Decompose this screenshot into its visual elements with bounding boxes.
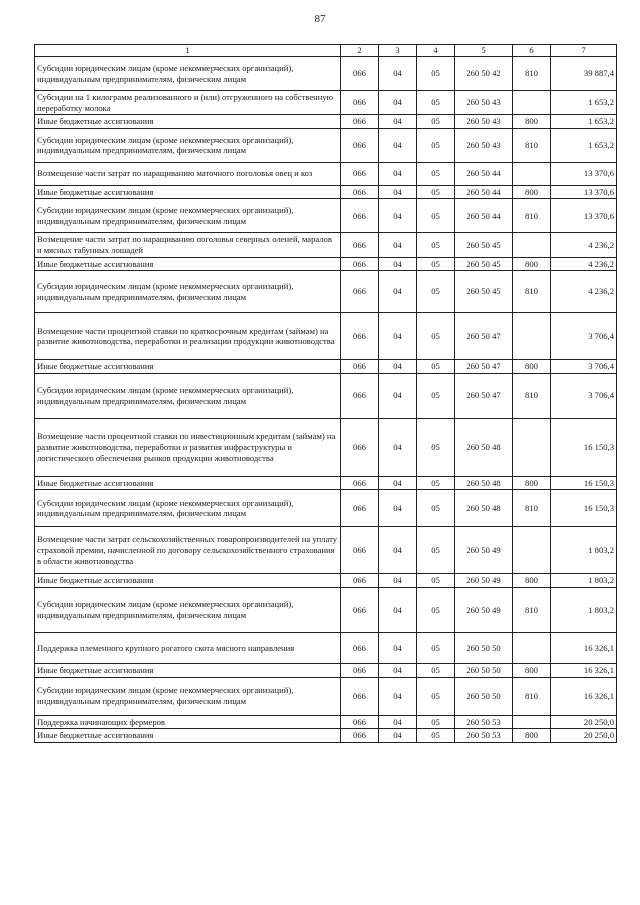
ministry-code: 066 (341, 476, 379, 490)
expense-type-code (513, 91, 551, 115)
expense-type-code (513, 527, 551, 574)
amount-value: 4 236,2 (551, 233, 617, 257)
table-row (35, 490, 617, 527)
table-row (35, 418, 617, 476)
table-row (35, 729, 617, 743)
item-name: Субсидии юридическим лицам (кроме некоммерческих организаций), индивидуальным предпринимателям, физическим лицам (35, 587, 341, 632)
amount-value: 16 150,3 (551, 476, 617, 490)
expense-type-code: 800 (513, 574, 551, 588)
amount-value: 1 803,2 (551, 587, 617, 632)
target-article-code: 260 50 50 (455, 677, 513, 715)
subsection-code: 05 (417, 490, 455, 527)
item-name: Субсидии юридическим лицам (кроме некоммерческих организаций), индивидуальным предпринимателям, физическим лицам (35, 57, 341, 91)
expense-type-code: 800 (513, 115, 551, 129)
amount-value: 4 236,2 (551, 257, 617, 271)
item-name: Возмещение части процентной ставки по краткосрочным кредитам (займам) на развитие животноводства, переработки и реализации продукции животноводства (35, 313, 341, 360)
item-name: Иные бюджетные ассигнования (35, 663, 341, 677)
section-code: 04 (379, 663, 417, 677)
subsection-code: 05 (417, 476, 455, 490)
target-article-code: 260 50 48 (455, 490, 513, 527)
table-row (35, 587, 617, 632)
target-article-code: 260 50 49 (455, 574, 513, 588)
expense-type-code (513, 162, 551, 185)
amount-value: 16 150,3 (551, 418, 617, 476)
subsection-code: 05 (417, 373, 455, 418)
subsection-code: 05 (417, 632, 455, 663)
ministry-code: 066 (341, 663, 379, 677)
target-article-code: 260 50 43 (455, 128, 513, 162)
target-article-code: 260 50 43 (455, 91, 513, 115)
target-article-code: 260 50 47 (455, 360, 513, 374)
table-row (35, 663, 617, 677)
section-code: 04 (379, 418, 417, 476)
amount-value: 16 326,1 (551, 632, 617, 663)
table-row (35, 715, 617, 729)
table-row (35, 574, 617, 588)
expense-type-code (513, 233, 551, 257)
item-name: Возмещение части затрат сельскохозяйственных товаропроизводителей на уплату страховой премии, начисленной по договору сельскохозяйственного страхования в области животноводства (35, 527, 341, 574)
table-row (35, 373, 617, 418)
amount-value: 16 150,3 (551, 490, 617, 527)
table-row (35, 199, 617, 233)
section-code: 04 (379, 199, 417, 233)
table-row (35, 271, 617, 313)
table-row (35, 313, 617, 360)
ministry-code: 066 (341, 257, 379, 271)
table-body (35, 57, 617, 743)
amount-value: 4 236,2 (551, 271, 617, 313)
section-code: 04 (379, 490, 417, 527)
subsection-code: 05 (417, 360, 455, 374)
table-row (35, 527, 617, 574)
subsection-code: 05 (417, 715, 455, 729)
header-col-3: 3 (379, 45, 417, 57)
section-code: 04 (379, 360, 417, 374)
expense-type-code: 800 (513, 257, 551, 271)
amount-value: 1 653,2 (551, 128, 617, 162)
header-col-2: 2 (341, 45, 379, 57)
amount-value: 3 706,4 (551, 313, 617, 360)
table-row (35, 476, 617, 490)
expense-type-code: 810 (513, 490, 551, 527)
expense-type-code: 810 (513, 199, 551, 233)
subsection-code: 05 (417, 313, 455, 360)
section-code: 04 (379, 57, 417, 91)
subsection-code: 05 (417, 587, 455, 632)
section-code: 04 (379, 233, 417, 257)
amount-value: 16 326,1 (551, 677, 617, 715)
page-number: 87 (314, 13, 326, 25)
section-code: 04 (379, 162, 417, 185)
item-name: Возмещение части затрат по наращиванию поголовья северных оленей, маралов и мясных табунных лошадей (35, 233, 341, 257)
table-row (35, 677, 617, 715)
ministry-code: 066 (341, 233, 379, 257)
expense-type-code (513, 715, 551, 729)
section-code: 04 (379, 476, 417, 490)
subsection-code: 05 (417, 574, 455, 588)
ministry-code: 066 (341, 57, 379, 91)
item-name: Иные бюджетные ассигнования (35, 574, 341, 588)
expense-type-code: 800 (513, 360, 551, 374)
section-code: 04 (379, 632, 417, 663)
target-article-code: 260 50 44 (455, 162, 513, 185)
expense-type-code: 800 (513, 476, 551, 490)
expense-type-code: 810 (513, 373, 551, 418)
item-name: Иные бюджетные ассигнования (35, 185, 341, 199)
section-code: 04 (379, 587, 417, 632)
target-article-code: 260 50 47 (455, 313, 513, 360)
subsection-code: 05 (417, 677, 455, 715)
expense-type-code (513, 313, 551, 360)
subsection-code: 05 (417, 418, 455, 476)
subsection-code: 05 (417, 115, 455, 129)
ministry-code: 066 (341, 587, 379, 632)
target-article-code: 260 50 45 (455, 257, 513, 271)
ministry-code: 066 (341, 729, 379, 743)
header-col-4: 4 (417, 45, 455, 57)
subsection-code: 05 (417, 128, 455, 162)
header-col-7: 7 (551, 45, 617, 57)
budget-table (34, 44, 617, 743)
subsection-code: 05 (417, 663, 455, 677)
ministry-code: 066 (341, 373, 379, 418)
ministry-code: 066 (341, 128, 379, 162)
subsection-code: 05 (417, 233, 455, 257)
target-article-code: 260 50 43 (455, 115, 513, 129)
item-name: Субсидии юридическим лицам (кроме некоммерческих организаций), индивидуальным предпринимателям, физическим лицам (35, 677, 341, 715)
amount-value: 3 706,4 (551, 373, 617, 418)
ministry-code: 066 (341, 715, 379, 729)
ministry-code: 066 (341, 360, 379, 374)
section-code: 04 (379, 185, 417, 199)
expense-type-code: 810 (513, 677, 551, 715)
subsection-code: 05 (417, 185, 455, 199)
amount-value: 1 803,2 (551, 574, 617, 588)
item-name: Возмещение части процентной ставки по инвестиционным кредитам (займам) на развитие животноводства, переработки и развития инфраструктуры и логистического обеспечения рынков продукции животноводства (35, 418, 341, 476)
section-code: 04 (379, 271, 417, 313)
expense-type-code: 800 (513, 185, 551, 199)
amount-value: 3 706,4 (551, 360, 617, 374)
expense-type-code (513, 418, 551, 476)
item-name: Субсидии юридическим лицам (кроме некоммерческих организаций), индивидуальным предпринимателям, физическим лицам (35, 373, 341, 418)
subsection-code: 05 (417, 162, 455, 185)
table-row (35, 632, 617, 663)
item-name: Субсидии юридическим лицам (кроме некоммерческих организаций), индивидуальным предпринимателям, физическим лицам (35, 199, 341, 233)
subsection-code: 05 (417, 271, 455, 313)
item-name: Субсидии юридическим лицам (кроме некоммерческих организаций), индивидуальным предпринимателям, физическим лицам (35, 271, 341, 313)
expense-type-code: 800 (513, 729, 551, 743)
amount-value: 13 370,6 (551, 162, 617, 185)
item-name: Поддержка племенного крупного рогатого скота мясного направления (35, 632, 341, 663)
item-name: Иные бюджетные ассигнования (35, 257, 341, 271)
header-col-1: 1 (35, 45, 341, 57)
ministry-code: 066 (341, 632, 379, 663)
section-code: 04 (379, 373, 417, 418)
target-article-code: 260 50 47 (455, 373, 513, 418)
ministry-code: 066 (341, 185, 379, 199)
expense-type-code (513, 632, 551, 663)
expense-type-code: 810 (513, 128, 551, 162)
target-article-code: 260 50 45 (455, 271, 513, 313)
table-row (35, 185, 617, 199)
ministry-code: 066 (341, 574, 379, 588)
table-row (35, 115, 617, 129)
item-name: Иные бюджетные ассигнования (35, 729, 341, 743)
ministry-code: 066 (341, 313, 379, 360)
header-col-6: 6 (513, 45, 551, 57)
target-article-code: 260 50 44 (455, 185, 513, 199)
target-article-code: 260 50 50 (455, 632, 513, 663)
table-row (35, 57, 617, 91)
ministry-code: 066 (341, 271, 379, 313)
section-code: 04 (379, 527, 417, 574)
section-code: 04 (379, 91, 417, 115)
amount-value: 1 803,2 (551, 527, 617, 574)
ministry-code: 066 (341, 115, 379, 129)
ministry-code: 066 (341, 162, 379, 185)
target-article-code: 260 50 53 (455, 715, 513, 729)
header-row (35, 45, 617, 57)
target-article-code: 260 50 44 (455, 199, 513, 233)
item-name: Иные бюджетные ассигнования (35, 360, 341, 374)
amount-value: 13 370,6 (551, 199, 617, 233)
ministry-code: 066 (341, 527, 379, 574)
item-name: Иные бюджетные ассигнования (35, 476, 341, 490)
section-code: 04 (379, 715, 417, 729)
subsection-code: 05 (417, 729, 455, 743)
item-name: Иные бюджетные ассигнования (35, 115, 341, 129)
section-code: 04 (379, 313, 417, 360)
target-article-code: 260 50 45 (455, 233, 513, 257)
table-row (35, 91, 617, 115)
section-code: 04 (379, 257, 417, 271)
item-name: Субсидии юридическим лицам (кроме некоммерческих организаций), индивидуальным предпринимателям, физическим лицам (35, 490, 341, 527)
subsection-code: 05 (417, 91, 455, 115)
amount-value: 20 250,0 (551, 729, 617, 743)
target-article-code: 260 50 49 (455, 587, 513, 632)
table-row (35, 257, 617, 271)
amount-value: 20 250,0 (551, 715, 617, 729)
section-code: 04 (379, 729, 417, 743)
target-article-code: 260 50 48 (455, 418, 513, 476)
table-row (35, 360, 617, 374)
table-row (35, 233, 617, 257)
target-article-code: 260 50 50 (455, 663, 513, 677)
subsection-code: 05 (417, 57, 455, 91)
table-row (35, 128, 617, 162)
item-name: Поддержка начинающих фермеров (35, 715, 341, 729)
expense-type-code: 800 (513, 663, 551, 677)
expense-type-code: 810 (513, 587, 551, 632)
target-article-code: 260 50 53 (455, 729, 513, 743)
expense-type-code: 810 (513, 271, 551, 313)
amount-value: 16 326,1 (551, 663, 617, 677)
target-article-code: 260 50 48 (455, 476, 513, 490)
ministry-code: 066 (341, 677, 379, 715)
section-code: 04 (379, 677, 417, 715)
section-code: 04 (379, 115, 417, 129)
table-row (35, 162, 617, 185)
expense-type-code: 810 (513, 57, 551, 91)
ministry-code: 066 (341, 490, 379, 527)
subsection-code: 05 (417, 199, 455, 233)
item-name: Субсидии юридическим лицам (кроме некоммерческих организаций), индивидуальным предпринимателям, физическим лицам (35, 128, 341, 162)
amount-value: 39 887,4 (551, 57, 617, 91)
subsection-code: 05 (417, 527, 455, 574)
target-article-code: 260 50 42 (455, 57, 513, 91)
header-col-5: 5 (455, 45, 513, 57)
target-article-code: 260 50 49 (455, 527, 513, 574)
amount-value: 13 370,6 (551, 185, 617, 199)
item-name: Субсидии на 1 килограмм реализованного и (или) отгруженного на собственную переработку молока (35, 91, 341, 115)
amount-value: 1 653,2 (551, 115, 617, 129)
section-code: 04 (379, 574, 417, 588)
ministry-code: 066 (341, 418, 379, 476)
item-name: Возмещение части затрат по наращиванию маточного поголовья овец и коз (35, 162, 341, 185)
amount-value: 1 653,2 (551, 91, 617, 115)
subsection-code: 05 (417, 257, 455, 271)
section-code: 04 (379, 128, 417, 162)
ministry-code: 066 (341, 199, 379, 233)
ministry-code: 066 (341, 91, 379, 115)
